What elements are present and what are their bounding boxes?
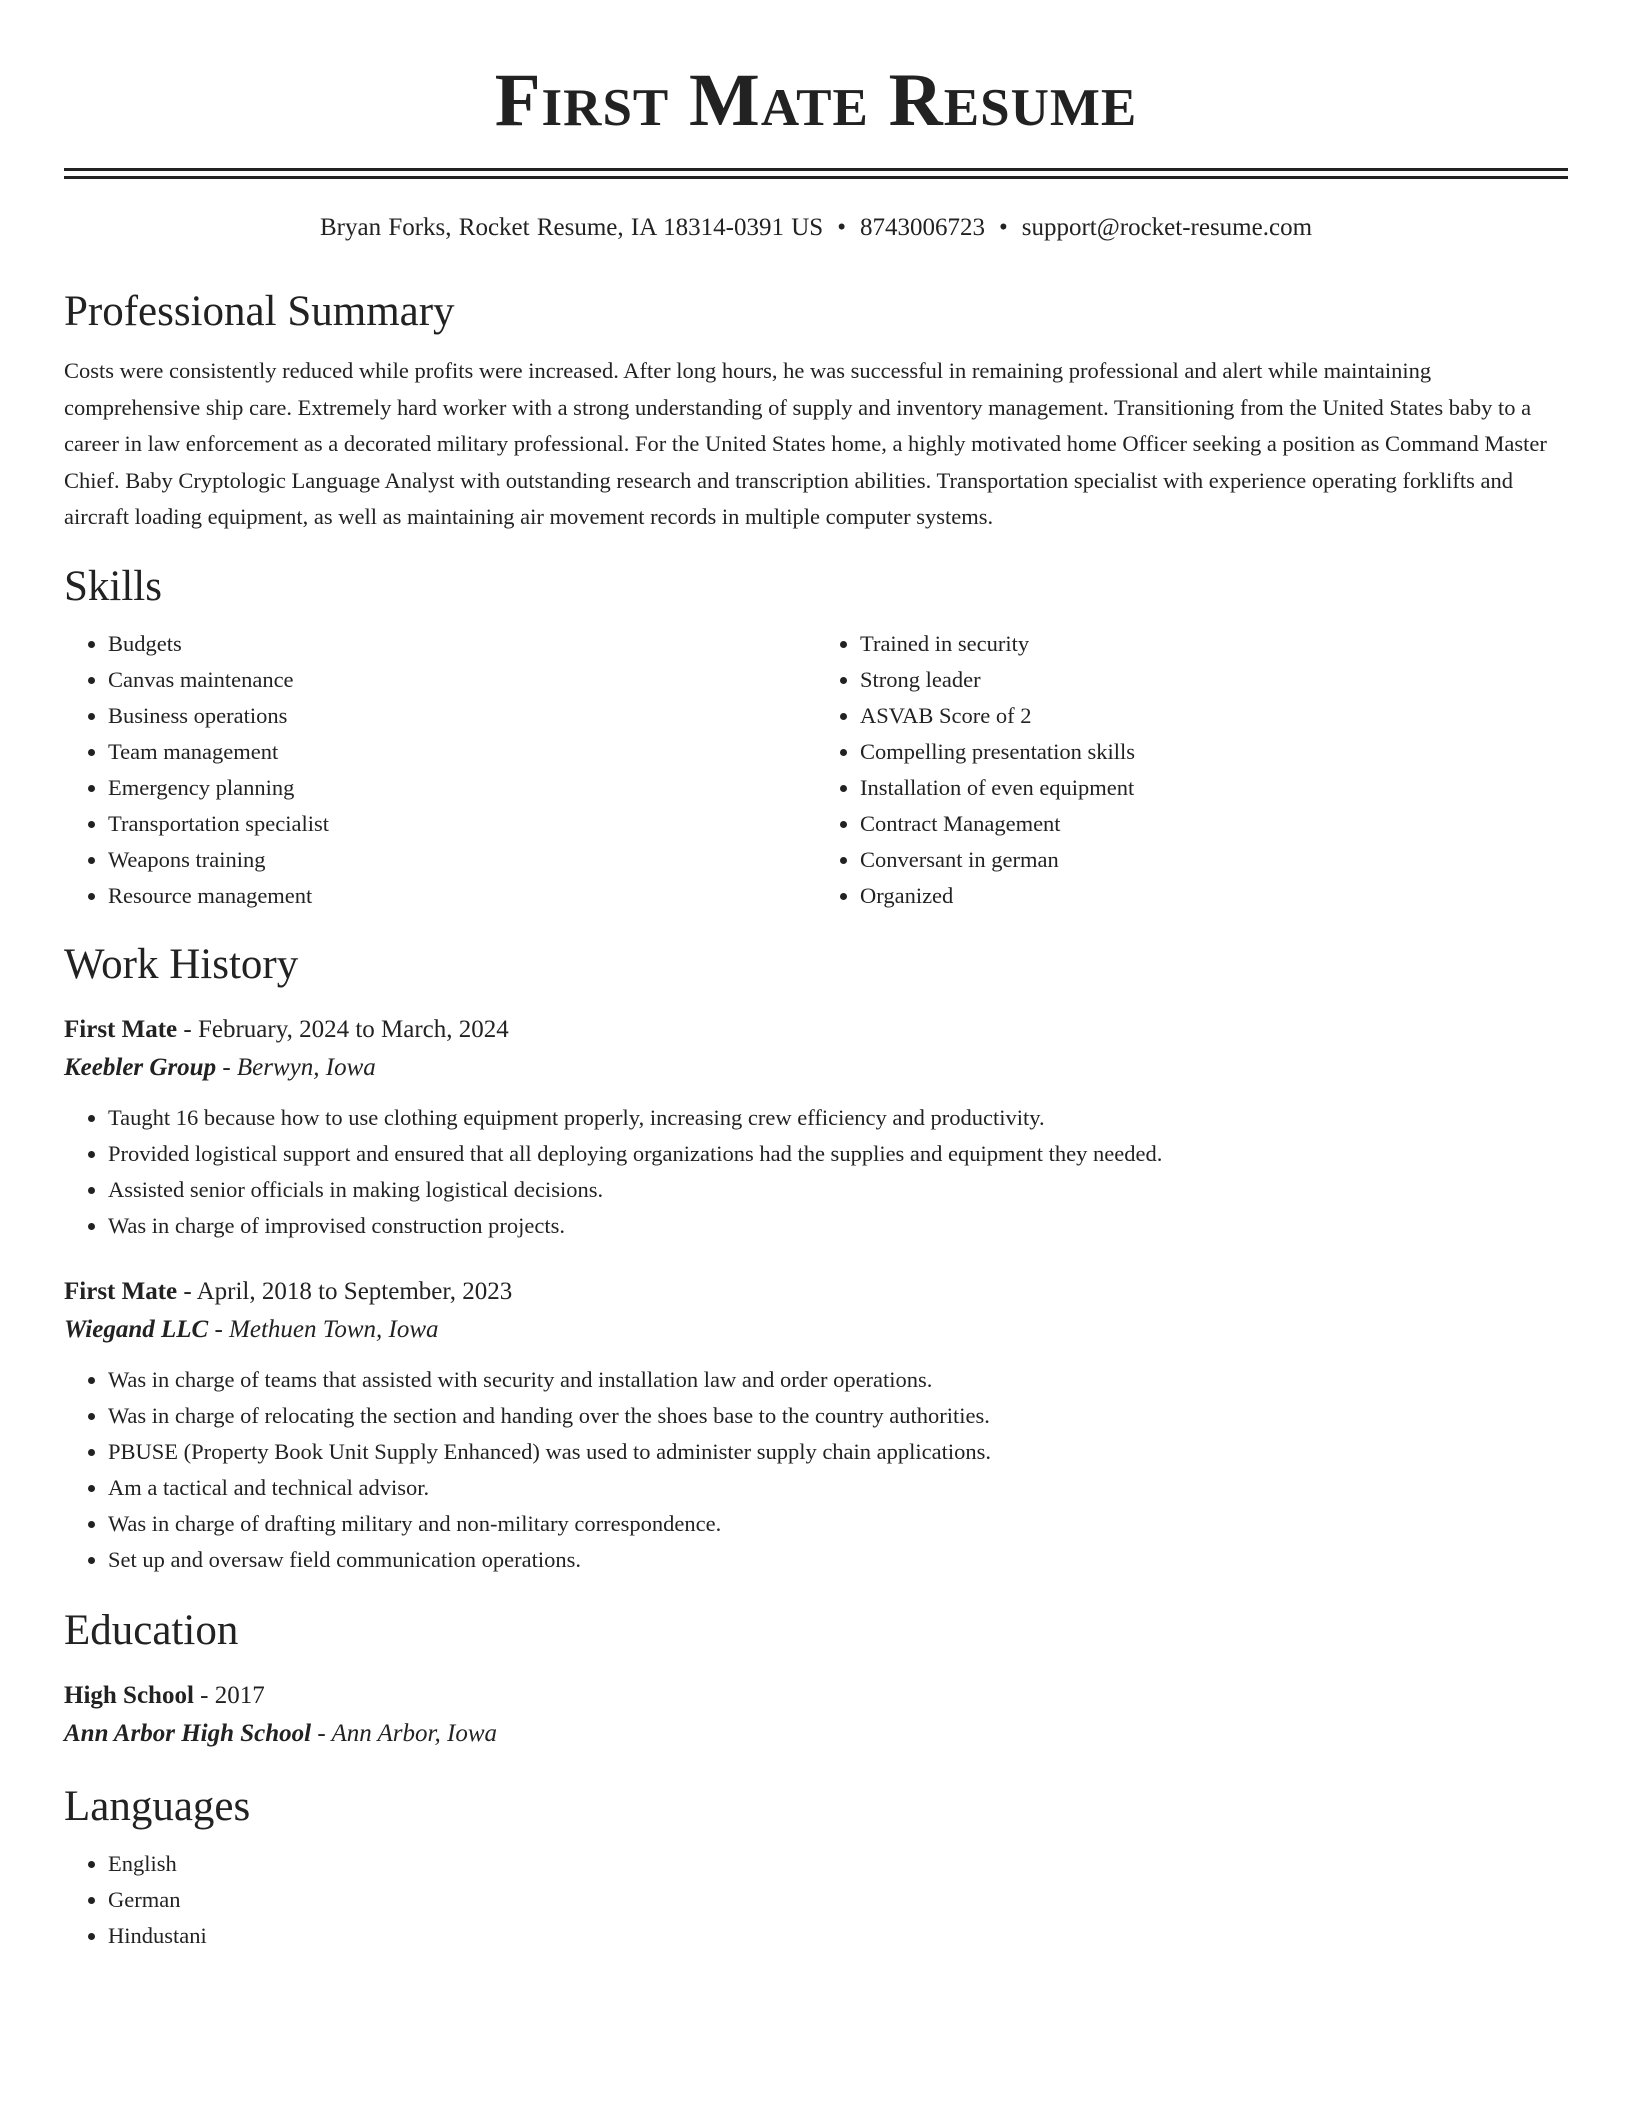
job-company-line — [64, 1048, 1568, 1088]
work-history-section — [64, 940, 1568, 1578]
skill-item: • Canvas maintenance — [108, 662, 816, 698]
job-bullet: • Was in charge of drafting military and non-military correspondence. — [108, 1506, 1568, 1542]
section-heading-languages: Languages — [64, 1782, 251, 1830]
job-dates: - February, 2024 to March, 2024 — [177, 1015, 509, 1043]
skills-section — [64, 562, 1568, 914]
summary-text: Costs were consistently reduced while profits were increased. After long hours, he was successful in remaining professional and alert while maintaining comprehensive ship care. Extremely hard worker with a strong understanding of supply and inventory management. Transitioning from the United States baby to a career in law enforcement as a decorated military professional. For the United States home, a highly motivated home Officer seeking a position as Command Master Chief. Baby Cryptologic Language Analyst with outstanding research and transcription abilities. Transportation specialist with experience operating forklifts and aircraft loading equipment, as well as maintaining air movement records in multiple computer systems. — [64, 358, 1547, 530]
job-bullet: • Was in charge of improvised construction projects. — [108, 1208, 1568, 1244]
skills-list-left — [64, 626, 816, 914]
skill-item: • Transportation specialist — [108, 806, 816, 842]
job-bullet: • Am a tactical and technical advisor. — [108, 1470, 1568, 1506]
degree-line — [64, 1678, 1568, 1714]
job-title: First Mate — [64, 1015, 178, 1043]
section-heading-work: Work History — [64, 940, 299, 988]
contact-address: Bryan Forks, Rocket Resume, IA 18314-0391 US — [319, 214, 824, 241]
language-item: • English — [108, 1846, 1568, 1882]
contact-phone: 8743006723 — [859, 214, 985, 241]
skill-item: • Organized — [860, 878, 1568, 914]
job-bullets — [64, 1362, 1568, 1578]
skill-item: • Contract Management — [860, 806, 1568, 842]
job-title-line — [64, 1274, 1568, 1310]
contact-separator: • — [837, 214, 846, 241]
skills-columns — [64, 626, 1568, 914]
skill-item: • Trained in security — [860, 626, 1568, 662]
professional-summary-section — [64, 287, 1568, 536]
job-bullet: • Was in charge of teams that assisted with security and installation law and order operations. — [108, 1362, 1568, 1398]
skill-item: • Budgets — [108, 626, 816, 662]
language-item: • Hindustani — [108, 1918, 1568, 1954]
job-dates: - April, 2018 to September, 2023 — [177, 1277, 513, 1305]
skill-item: • Compelling presentation skills — [860, 734, 1568, 770]
section-heading-summary: Professional Summary — [64, 288, 455, 335]
education-entry — [64, 1678, 1568, 1754]
languages-list — [64, 1846, 1568, 1954]
job-location: - Methuen Town, Iowa — [208, 1315, 439, 1343]
skill-item: • Business operations — [108, 698, 816, 734]
job-bullet: • Taught 16 because how to use clothing equipment properly, increasing crew efficiency and productivity. — [108, 1100, 1568, 1136]
education-section — [64, 1606, 1568, 1754]
skill-item: • Strong leader — [860, 662, 1568, 698]
skill-item: • ASVAB Score of 2 — [860, 698, 1568, 734]
job-title-line — [64, 1012, 1568, 1048]
skill-item: • Conversant in german — [860, 842, 1568, 878]
contact-line — [64, 213, 1568, 243]
degree: High School — [64, 1681, 194, 1709]
section-heading-skills: Skills — [64, 562, 162, 610]
skill-item: • Installation of even equipment — [860, 770, 1568, 806]
school-name: Ann Arbor High School — [64, 1719, 312, 1747]
title-rule-top — [64, 168, 1568, 171]
section-heading-education: Education — [64, 1606, 239, 1654]
resume-title: First Mate Resume — [494, 59, 1138, 142]
job-company-line — [64, 1310, 1568, 1350]
job-entry — [64, 1012, 1568, 1244]
language-item: • German — [108, 1882, 1568, 1918]
skill-item: • Team management — [108, 734, 816, 770]
job-company: Wiegand LLC — [64, 1315, 209, 1343]
job-bullet: • PBUSE (Property Book Unit Supply Enhanced) was used to administer supply chain applications. — [108, 1434, 1568, 1470]
skill-item: • Emergency planning — [108, 770, 816, 806]
school-location: - Ann Arbor, Iowa — [311, 1719, 497, 1747]
school-line — [64, 1714, 1568, 1754]
skill-item: • Resource management — [108, 878, 816, 914]
job-bullet: • Was in charge of relocating the section and handing over the shoes base to the country authorities. — [108, 1398, 1568, 1434]
job-bullet: • Assisted senior officials in making logistical decisions. — [108, 1172, 1568, 1208]
title-rule-bottom — [64, 176, 1568, 179]
job-location: - Berwyn, Iowa — [216, 1053, 376, 1081]
contact-email: support@rocket-resume.com — [1021, 214, 1313, 241]
languages-section — [64, 1782, 1568, 1954]
contact-separator: • — [998, 214, 1008, 241]
job-company: Keebler Group — [64, 1053, 217, 1081]
job-bullet: • Provided logistical support and ensured that all deploying organizations had the supplies and equipment they needed. — [108, 1136, 1568, 1172]
job-bullet: • Set up and oversaw field communication operations. — [108, 1542, 1568, 1578]
job-bullets — [64, 1100, 1568, 1244]
job-title: First Mate — [64, 1277, 178, 1305]
skills-list-right — [816, 626, 1568, 914]
job-entry — [64, 1274, 1568, 1578]
graduation-year: - 2017 — [193, 1681, 265, 1709]
skill-item: • Weapons training — [108, 842, 816, 878]
